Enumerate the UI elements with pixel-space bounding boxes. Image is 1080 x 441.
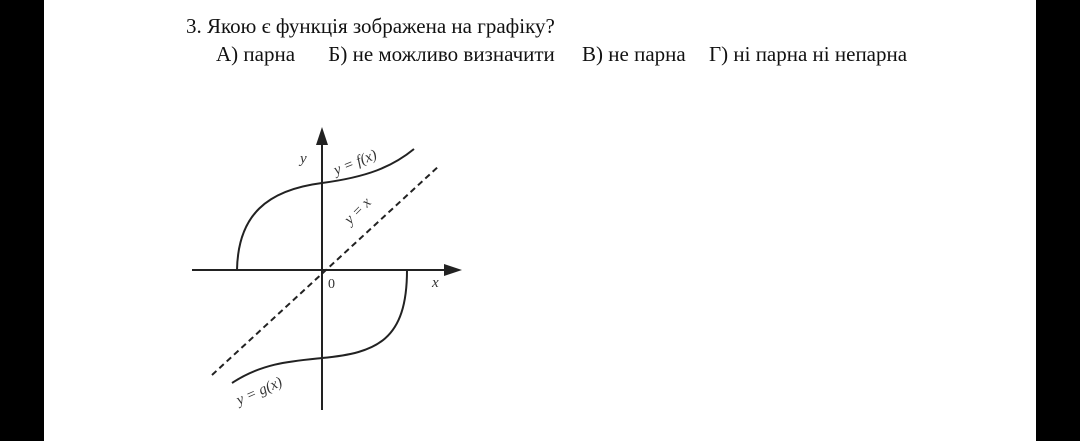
answer-options	[216, 42, 907, 67]
x-axis-arrow-icon	[444, 264, 462, 276]
curve-g-label: y = g(x)	[234, 374, 285, 409]
y-axis-label: y	[300, 151, 307, 167]
option-d[interactable]: Г) ні парна ні непарна	[708, 42, 908, 66]
option-b[interactable]: Б) не можливо визначити	[328, 42, 555, 66]
curve-f-label: y = f(x)	[331, 146, 380, 179]
origin-label: 0	[328, 277, 335, 292]
x-axis-label: x	[432, 275, 439, 291]
curve-f	[237, 146, 414, 270]
question-text: 3. Якою є функція зображена на графіку?	[186, 14, 555, 38]
y-axis-arrow-icon	[316, 127, 328, 145]
option-a[interactable]: А) парна	[216, 42, 296, 66]
line-label: y = x	[341, 194, 375, 228]
option-c[interactable]: В) не парна	[582, 42, 686, 66]
curve-g	[232, 270, 407, 383]
function-graph	[192, 125, 472, 415]
document-page	[44, 0, 1036, 441]
